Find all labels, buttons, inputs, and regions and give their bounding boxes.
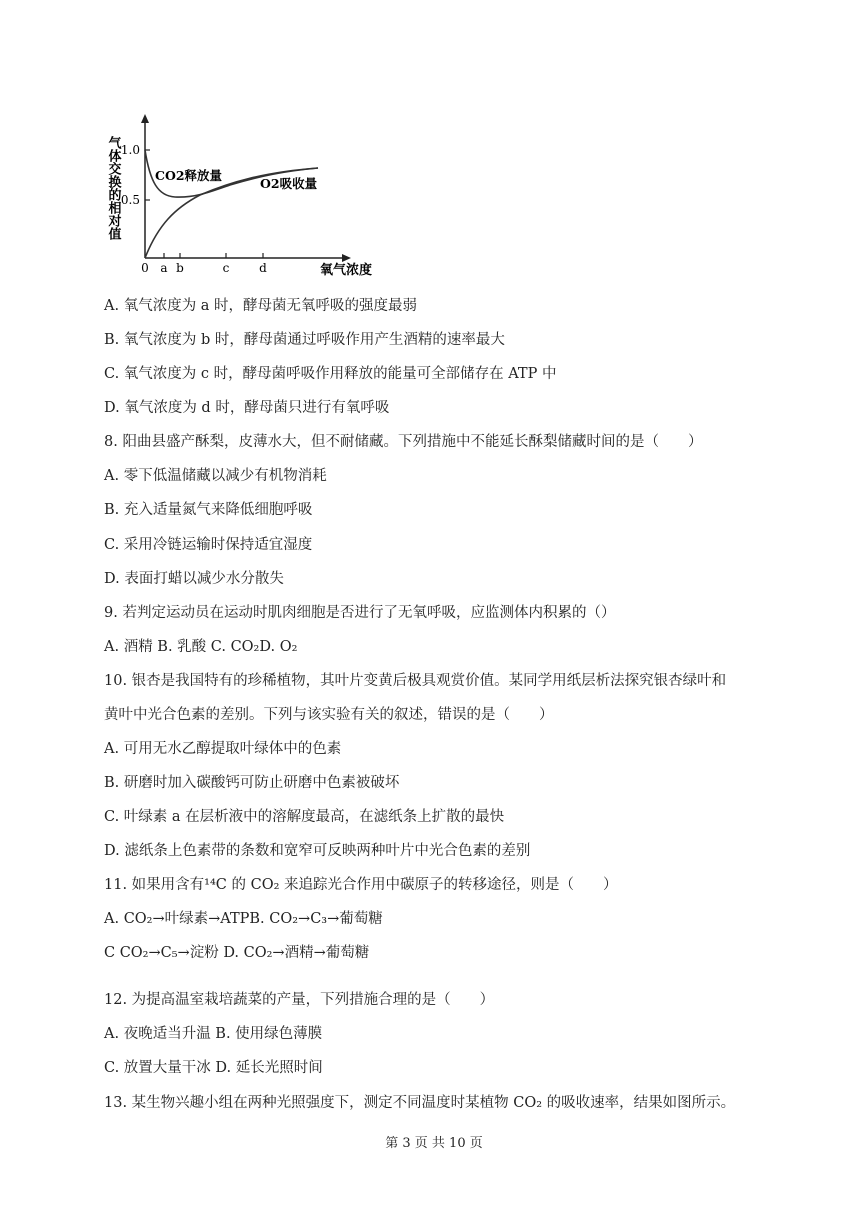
x-tick-label: 0 <box>141 261 149 275</box>
option-c-q10: C. 叶绿素 a 在层析液中的溶解度最高，在滤纸条上扩散的最快 <box>104 809 505 825</box>
gas-exchange-chart <box>100 110 390 290</box>
question-10-line-1: 10. 银杏是我国特有的珍稀植物，其叶片变黄后极具观赏价值。某同学用纸层析法探究银杏绿叶和 <box>104 673 727 689</box>
options-q12-ab: A. 夜晚适当升温 B. 使用绿色薄膜 <box>104 1026 323 1042</box>
option-d-q8: D. 表面打蜡以减少水分散失 <box>104 571 284 587</box>
option-d-q7: D. 氧气浓度为 d 时，酵母菌只进行有氧呼吸 <box>104 400 390 416</box>
option-c-q7: C. 氧气浓度为 c 时，酵母菌呼吸作用释放的能量可全部储存在 ATP 中 <box>104 366 557 382</box>
question-13: 13. 某生物兴趣小组在两种光照强度下，测定不同温度时某植物 CO₂ 的吸收速率，结果如图所示。 <box>104 1095 736 1111</box>
x-axis-label: 氧气浓度 <box>319 263 373 278</box>
option-b-q7: B. 氧气浓度为 b 时，酵母菌通过呼吸作用产生酒精的速率最大 <box>104 332 505 348</box>
option-b-q10: B. 研磨时加入碳酸钙可防止研磨中色素被破坏 <box>104 775 400 791</box>
question-11: 11. 如果用含有¹⁴C 的 CO₂ 来追踪光合作用中碳原子的转移途径，则是（ ） <box>104 877 618 893</box>
gas-exchange-figure <box>100 110 390 290</box>
y-axis-arrow <box>141 114 149 123</box>
option-d-q10: D. 滤纸条上色素带的条数和宽窄可反映两种叶片中光合色素的差别 <box>104 843 531 859</box>
question-9: 9. 若判定运动员在运动时肌肉细胞是否进行了无氧呼吸，应监测体内积累的（） <box>104 605 616 621</box>
page-footer: 第 3 页 共 10 页 <box>385 1136 483 1151</box>
options-q11-cd: C CO₂→C₅→淀粉 D. CO₂→酒精→葡萄糖 <box>104 945 370 961</box>
option-b-q8: B. 充入适量氮气来降低细胞呼吸 <box>104 502 313 518</box>
x-tick-label: d <box>259 261 267 275</box>
question-12: 12. 为提高温室栽培蔬菜的产量，下列措施合理的是（ ） <box>104 992 495 1008</box>
x-tick-label: b <box>176 261 184 275</box>
y-tick-label: 0.5 <box>120 193 140 207</box>
question-10-line-2: 黄叶中光合色素的差别。下列与该实验有关的叙述，错误的是（ ） <box>104 707 554 723</box>
option-a-q7: A. 氧气浓度为 a 时，酵母菌无氧呼吸的强度最弱 <box>104 298 418 314</box>
x-tick-label: a <box>160 261 168 275</box>
option-c-q8: C. 采用冷链运输时保持适宜湿度 <box>104 537 313 553</box>
x-axis-arrow <box>342 254 351 262</box>
options-q11-ab: A. CO₂→叶绿素→ATPB. CO₂→C₃→葡萄糖 <box>104 911 383 927</box>
option-a-q10: A. 可用无水乙醇提取叶绿体中的色素 <box>104 741 342 757</box>
o2-curve-label: O2吸收量 <box>260 176 318 191</box>
y-tick-label: 1.0 <box>120 143 140 157</box>
options-q9: A. 酒精 B. 乳酸 C. CO₂D. O₂ <box>104 639 298 655</box>
question-8: 8. 阳曲县盛产酥梨，皮薄水大，但不耐储藏。下列措施中不能延长酥梨储藏时间的是（ ） <box>104 434 703 450</box>
options-q12-cd: C. 放置大量干冰 D. 延长光照时间 <box>104 1060 323 1076</box>
y-axis-label: 气体交换的相对值 <box>105 136 121 240</box>
co2-curve-label: CO2释放量 <box>155 168 223 183</box>
option-a-q8: A. 零下低温储藏以减少有机物消耗 <box>104 468 327 484</box>
x-tick-label: c <box>222 261 230 275</box>
